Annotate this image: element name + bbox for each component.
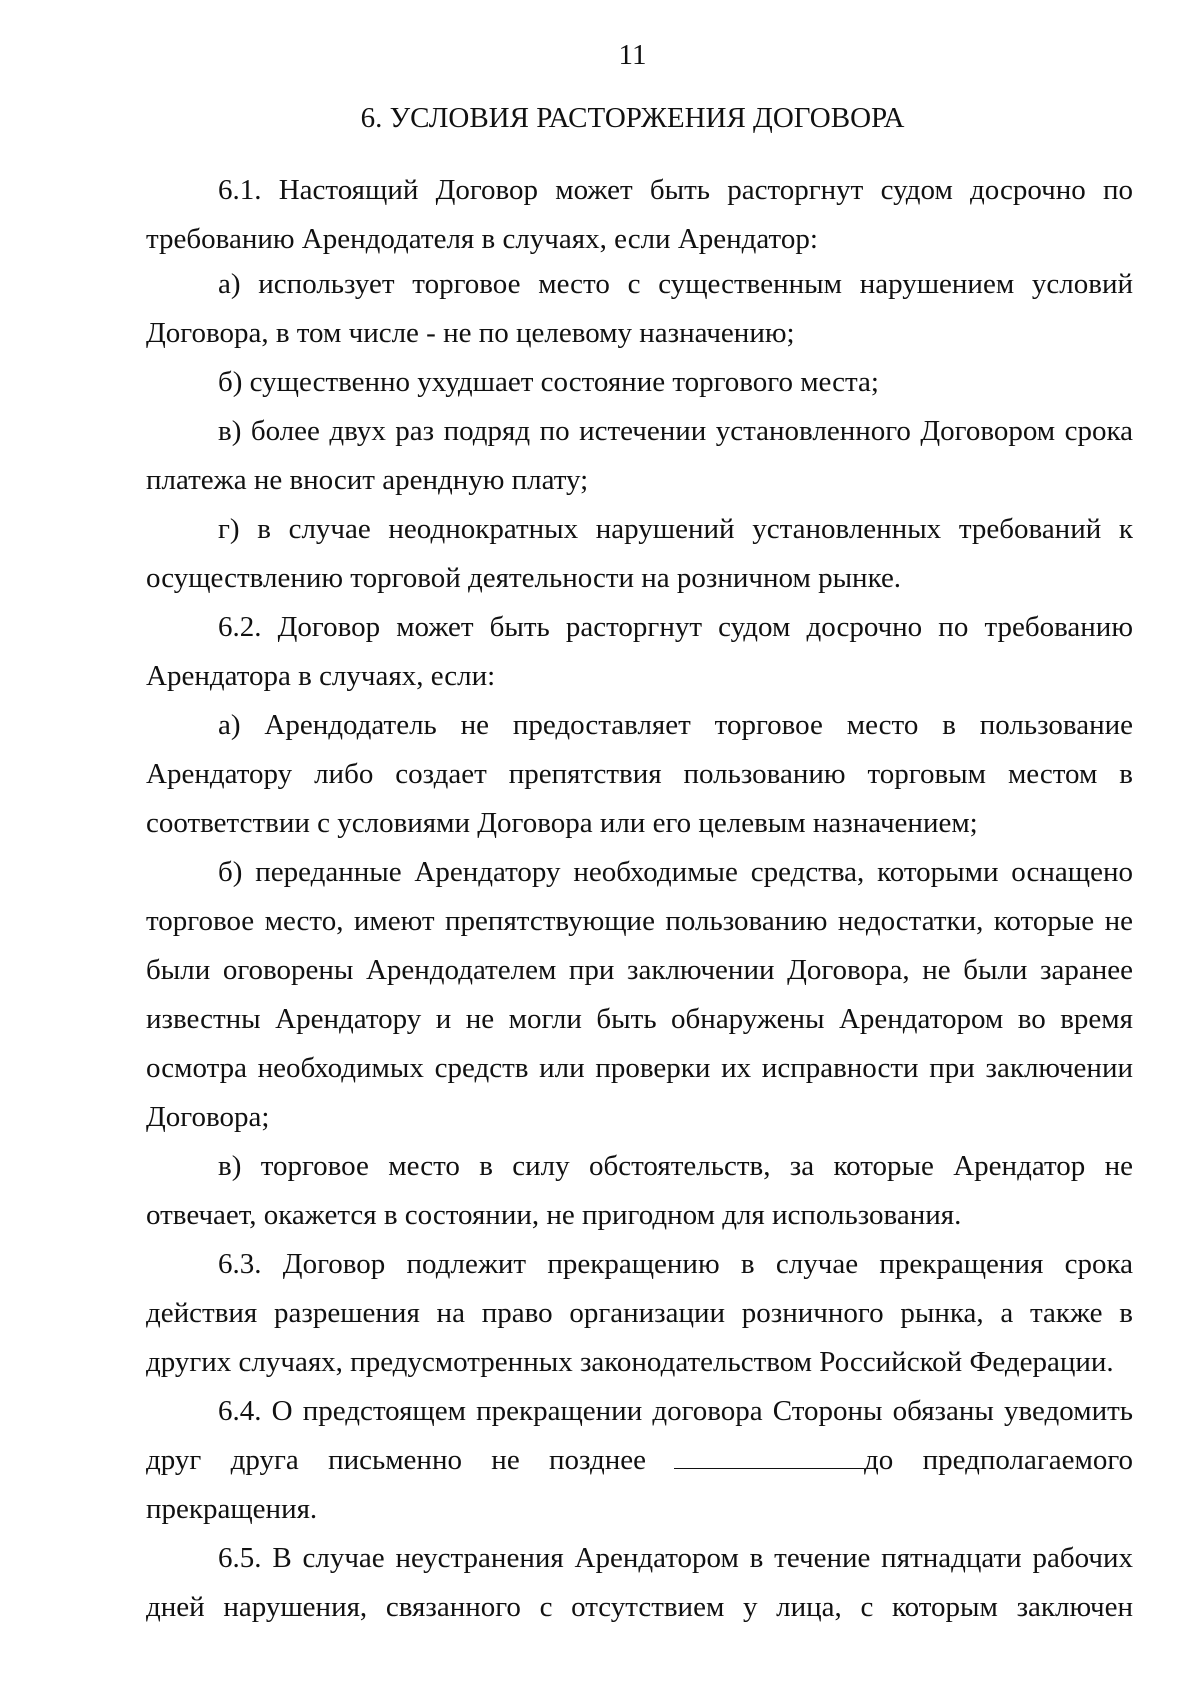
paragraph-6-2-c: в) торговое место в силу обстоятельств, за которые Арендатор не отвечает, окажется в состоянии, не пригодном для использования. [146,1150,1133,1231]
paragraph-6-1-d: г) в случае неоднократных нарушений установленных требований к осуществлению торговой деятельности на розничном рынке. [146,513,1133,594]
paragraph-6-4 [146,1387,1133,1534]
paragraph-6-4-text-before: 6.4. О предстоящем прекращении договора Стороны обязаны уведомить друг друга письменно не позднее [146,1395,1133,1476]
paragraph-6-1-c: в) более двух раз подряд по истечении установленного Договором срока платежа не вносит арендную плату; [146,415,1133,496]
paragraph-6-1-b: б) существенно ухудшает состояние торгового места; [218,366,879,398]
paragraph-6-5: 6.5. В случае неустранения Арендатором в течение пятнадцати рабочих дней нарушения, связанного с отсутствием у лица, с которым заключен [146,1542,1133,1623]
paragraph-6-3: 6.3. Договор подлежит прекращению в случае прекращения срока действия разрешения на право организации розничного рынка, а также в других случаях, предусмотренных законодательством Российской Федерации. [146,1248,1133,1378]
fill-in-blank [674,1444,864,1469]
page-number: 11 [618,39,647,71]
document-body [146,166,1133,1632]
paragraph-6-2: 6.2. Договор может быть расторгнут судом досрочно по требованию Арендатора в случаях, если: [146,611,1133,692]
paragraph-6-1: 6.1. Настоящий Договор может быть расторгнут судом досрочно по требованию Арендодателя в случаях, если Арендатор: [146,174,1133,255]
paragraph-6-4-text-after: до предполагаемого прекращения. [146,1444,1133,1525]
paragraph-6-1-a: а) использует торговое место с существенным нарушением условий Договора, в том числе - не по целевому назначению; [146,268,1133,349]
paragraph-6-2-b: б) переданные Арендатору необходимые средства, которыми оснащено торговое место, имеют препятствующие пользованию недостатки, которые не были оговорены Арендодателем при заключении Договора, не были заранее известны Арендатору и не могли быть обнаружены Арендатором во время осмотра необходимых средств или проверки их исправности при заключении Договора; [146,856,1133,1133]
section-heading: 6. УСЛОВИЯ РАСТОРЖЕНИЯ ДОГОВОРА [360,102,905,134]
paragraph-6-2-a: а) Арендодатель не предоставляет торговое место в пользование Арендатору либо создает препятствия пользованию торговым местом в соответствии с условиями Договора или его целевым назначением; [146,709,1133,839]
